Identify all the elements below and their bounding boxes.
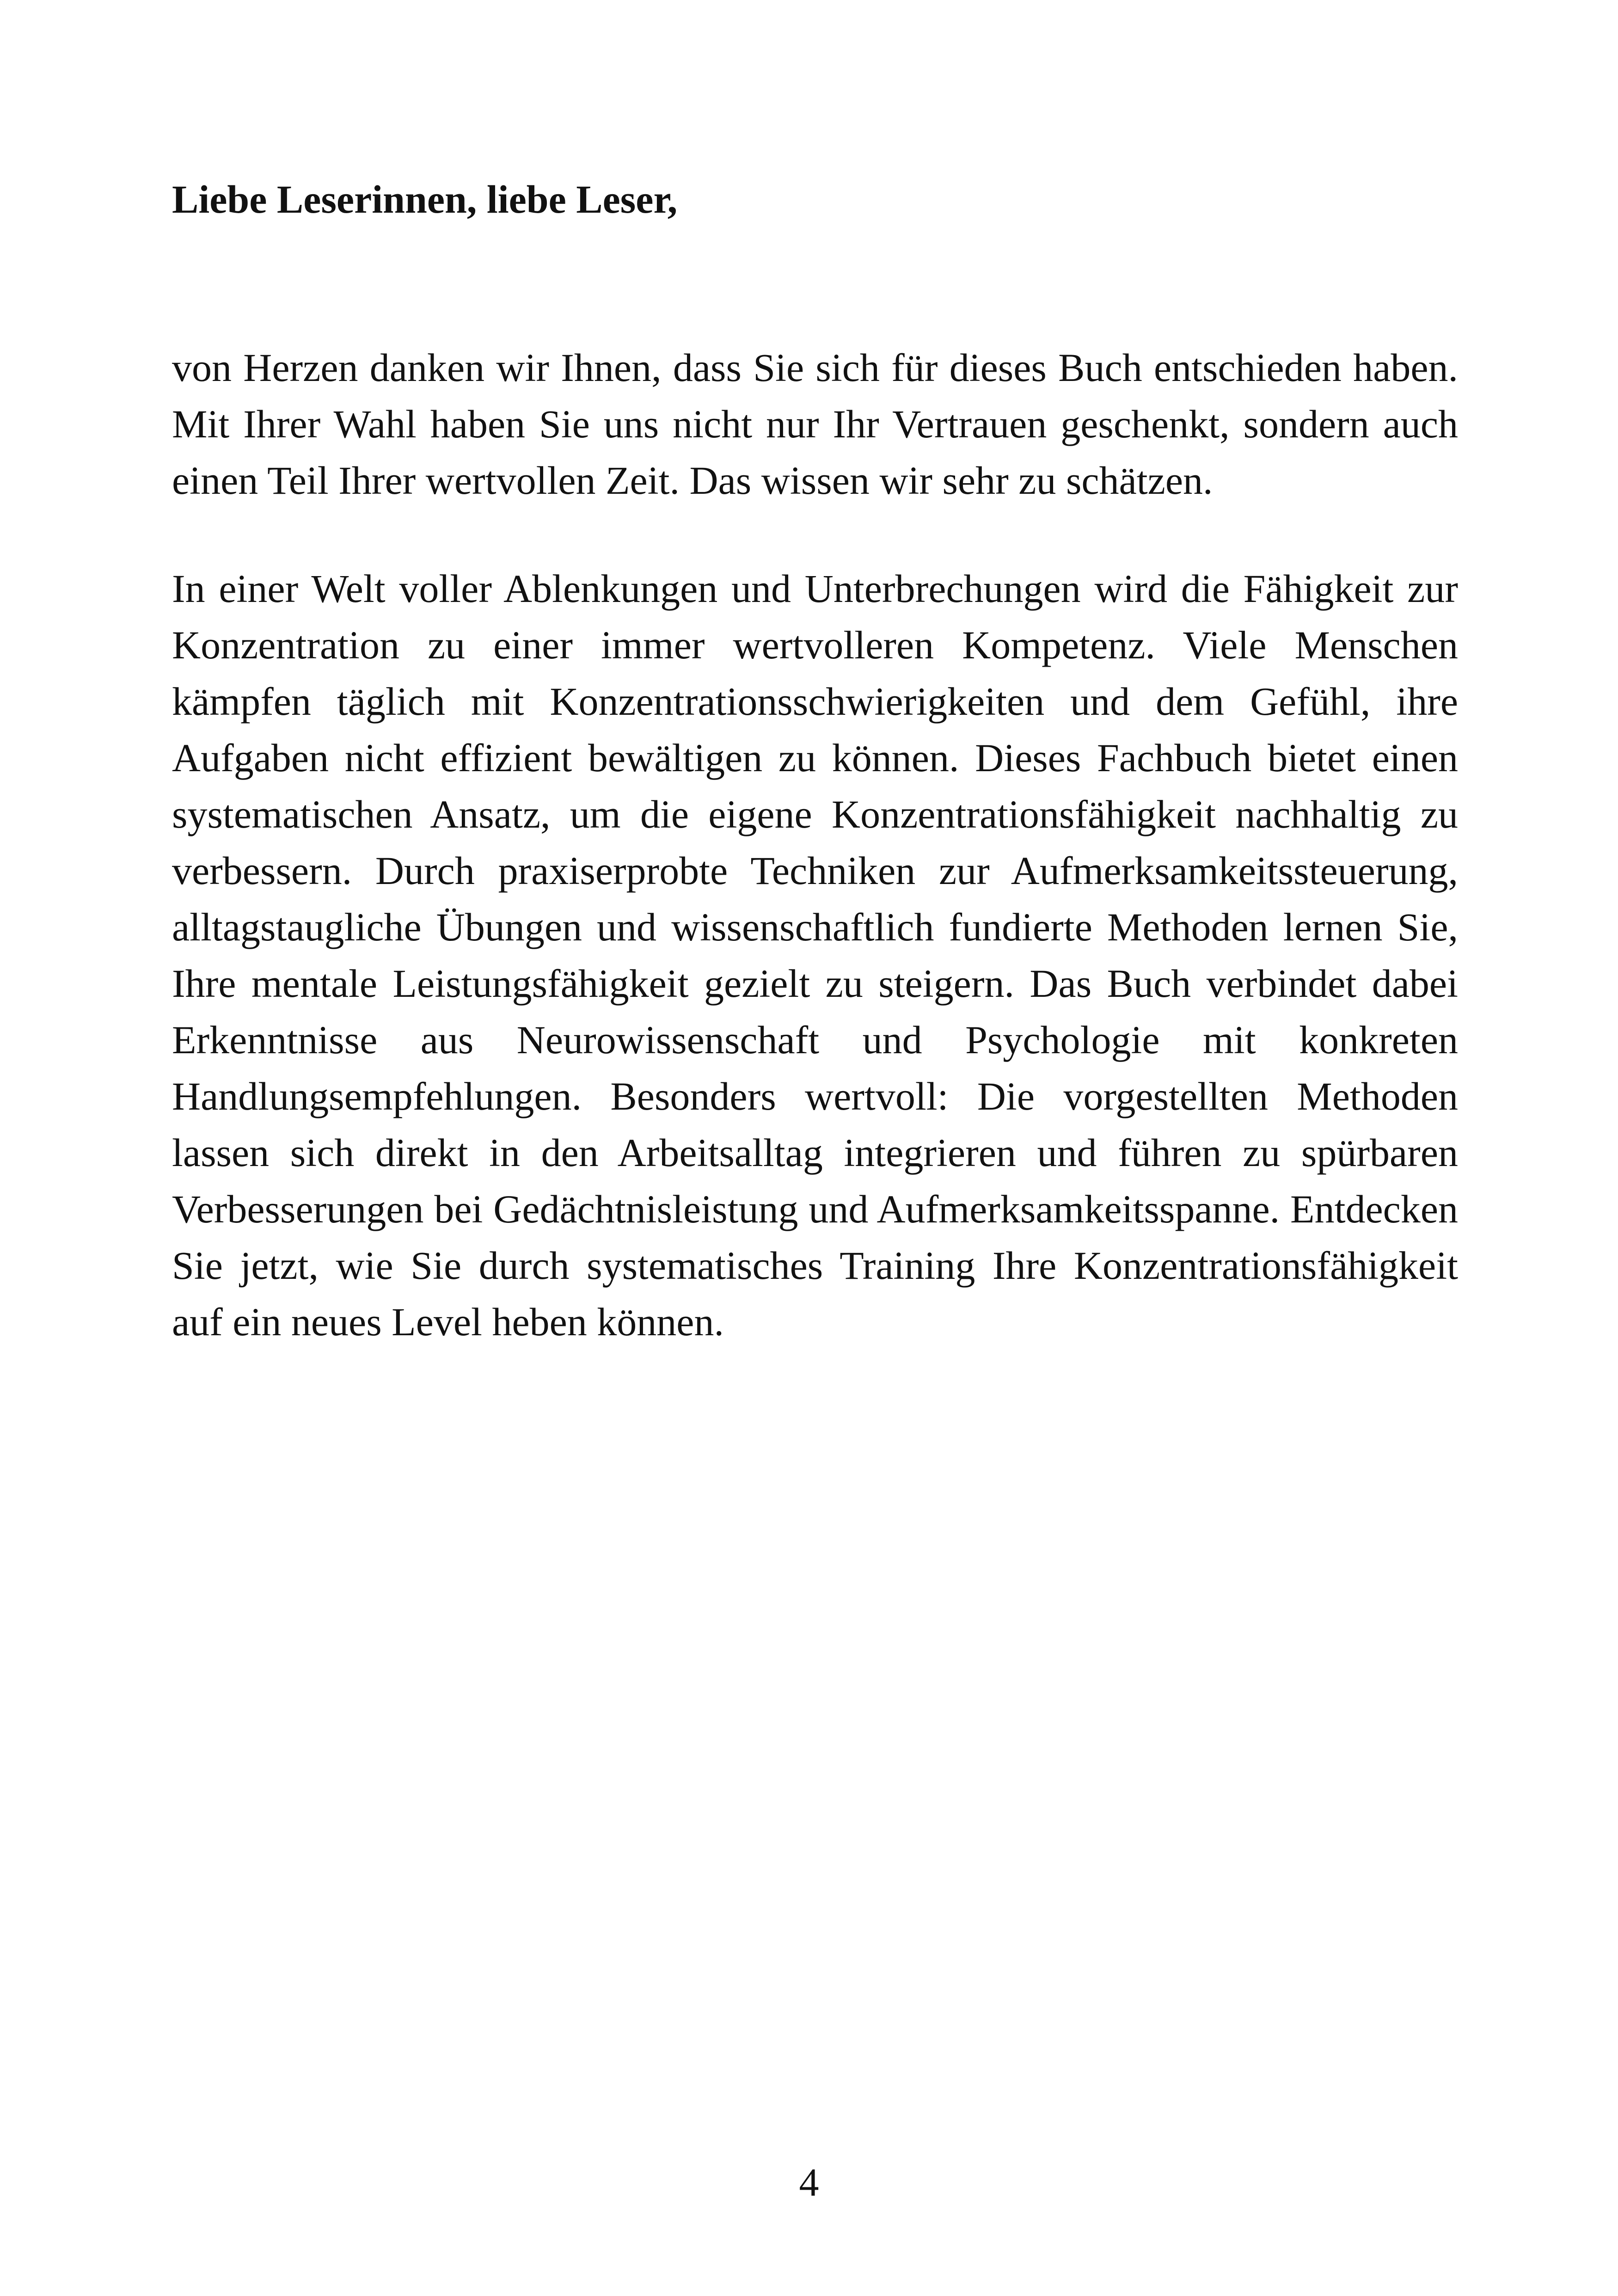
page-number: 4 bbox=[799, 2160, 819, 2204]
paragraph-thanks: von Herzen danken wir Ihnen, dass Sie sich für dieses Buch entschieden haben. Mit Ihrer Wahl haben Sie uns nicht nur Ihr Vertrauen geschenkt, sondern auch einen Teil Ihrer wertvollen Zeit. Das wissen wir sehr zu schätzen. bbox=[172, 345, 1458, 503]
salutation-heading: Liebe Leserinnen, liebe Leser, bbox=[172, 177, 678, 221]
paragraph-book-description: In einer Welt voller Ablenkungen und Unterbrechungen wird die Fähigkeit zur Konzentration zu einer immer wertvolleren Kompetenz. Viele Menschen kämpfen täglich mit Konzentrationsschwierigkeiten und dem Gefühl, ihre Aufgaben nicht effizient bewältigen zu können. Dieses Fachbuch bietet einen systematischen Ansatz, um die eigene Konzentrationsfähigkeit nachhaltig zu verbessern. Durch praxiserprobte Techniken zur Aufmerksamkeitssteuerung, alltagstaugliche Übungen und wissenschaftlich fundierte Methoden lernen Sie, Ihre mentale Leistungsfähigkeit gezielt zu steigern. Das Buch verbindet dabei Erkenntnisse aus Neurowissenschaft und Psychologie mit konkreten Handlungsempfehlungen. Besonders wertvoll: Die vorgestellten Methoden lassen sich direkt in den Arbeitsalltag integrieren und führen zu spürbaren Verbesserungen bei Gedächtnisleistung und Aufmerksamkeitsspanne. Entdecken Sie jetzt, wie Sie durch systematisches Training Ihre Konzentrationsfähigkeit auf ein neues Level heben können. bbox=[172, 566, 1458, 1344]
letter-body bbox=[172, 171, 1458, 1402]
